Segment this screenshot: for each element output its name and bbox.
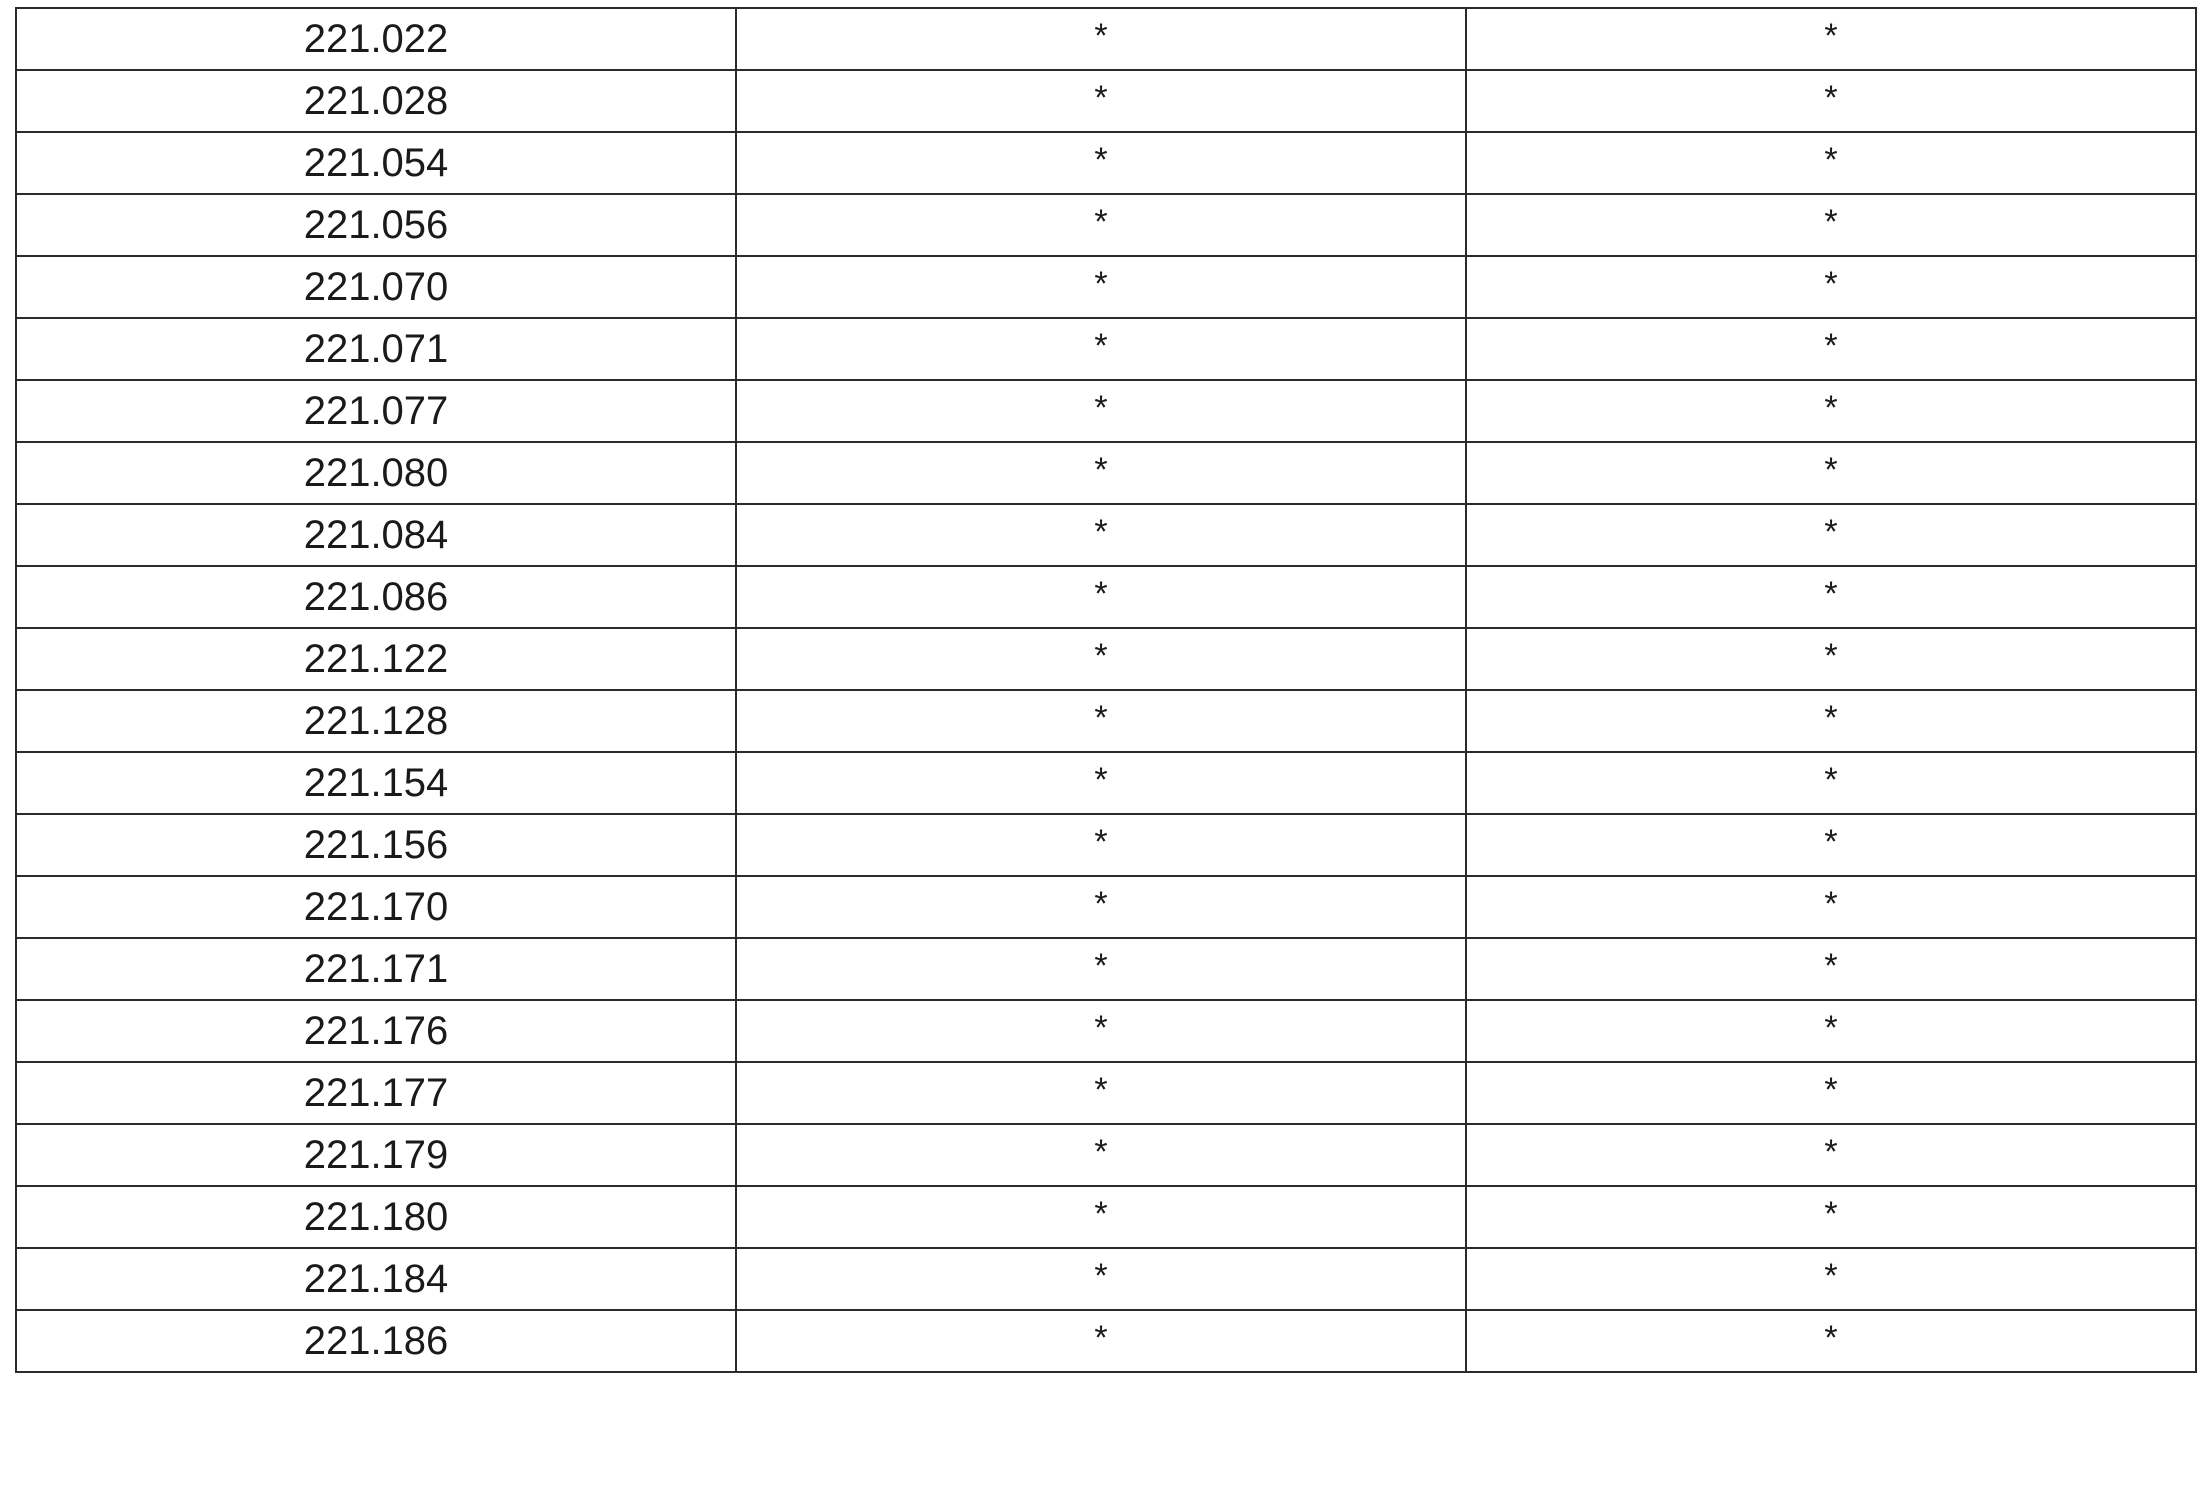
code-cell: 221.084: [16, 504, 736, 566]
asterisk-cell: *: [1466, 70, 2196, 132]
asterisk-cell: *: [736, 1000, 1466, 1062]
table-row: [16, 132, 2196, 194]
code-cell: 221.177: [16, 1062, 736, 1124]
asterisk-cell: *: [736, 690, 1466, 752]
asterisk-cell: *: [736, 504, 1466, 566]
code-cell: 221.170: [16, 876, 736, 938]
asterisk-cell: *: [736, 814, 1466, 876]
asterisk-cell: *: [736, 318, 1466, 380]
asterisk-cell: *: [1466, 690, 2196, 752]
asterisk-cell: *: [736, 256, 1466, 318]
asterisk-cell: *: [736, 70, 1466, 132]
code-cell: 221.077: [16, 380, 736, 442]
asterisk-cell: *: [1466, 504, 2196, 566]
asterisk-cell: *: [1466, 814, 2196, 876]
asterisk-cell: *: [736, 1310, 1466, 1372]
asterisk-cell: *: [736, 876, 1466, 938]
table-row: [16, 690, 2196, 752]
asterisk-cell: *: [1466, 194, 2196, 256]
asterisk-cell: *: [1466, 318, 2196, 380]
asterisk-cell: *: [1466, 132, 2196, 194]
asterisk-cell: *: [1466, 1248, 2196, 1310]
asterisk-cell: *: [736, 938, 1466, 1000]
asterisk-cell: *: [1466, 752, 2196, 814]
asterisk-cell: *: [736, 752, 1466, 814]
asterisk-cell: *: [736, 8, 1466, 70]
code-cell: 221.128: [16, 690, 736, 752]
asterisk-cell: *: [1466, 8, 2196, 70]
table-row: [16, 814, 2196, 876]
code-cell: 221.176: [16, 1000, 736, 1062]
asterisk-cell: *: [736, 194, 1466, 256]
asterisk-cell: *: [1466, 1310, 2196, 1372]
asterisk-cell: *: [1466, 442, 2196, 504]
asterisk-cell: *: [1466, 876, 2196, 938]
asterisk-cell: *: [1466, 1124, 2196, 1186]
code-cell: 221.179: [16, 1124, 736, 1186]
table-row: [16, 1310, 2196, 1372]
table-row: [16, 194, 2196, 256]
table-row: [16, 752, 2196, 814]
code-cell: 221.028: [16, 70, 736, 132]
table-row: [16, 442, 2196, 504]
code-cell: 221.086: [16, 566, 736, 628]
asterisk-cell: *: [736, 380, 1466, 442]
asterisk-cell: *: [1466, 256, 2196, 318]
table-row: [16, 318, 2196, 380]
asterisk-cell: *: [736, 1248, 1466, 1310]
table-row: [16, 1000, 2196, 1062]
code-cell: 221.156: [16, 814, 736, 876]
code-cell: 221.184: [16, 1248, 736, 1310]
asterisk-cell: *: [1466, 628, 2196, 690]
data-table: [15, 7, 2197, 1373]
table-row: [16, 1062, 2196, 1124]
asterisk-cell: *: [1466, 1000, 2196, 1062]
table-row: [16, 876, 2196, 938]
table-row: [16, 8, 2196, 70]
code-cell: 221.180: [16, 1186, 736, 1248]
table-row: [16, 1248, 2196, 1310]
asterisk-cell: *: [1466, 938, 2196, 1000]
asterisk-cell: *: [1466, 380, 2196, 442]
code-cell: 221.154: [16, 752, 736, 814]
code-cell: 221.070: [16, 256, 736, 318]
asterisk-cell: *: [736, 1186, 1466, 1248]
table-row: [16, 1186, 2196, 1248]
table-row: [16, 938, 2196, 1000]
code-cell: 221.122: [16, 628, 736, 690]
asterisk-cell: *: [736, 442, 1466, 504]
table-row: [16, 628, 2196, 690]
asterisk-cell: *: [736, 566, 1466, 628]
code-cell: 221.080: [16, 442, 736, 504]
asterisk-cell: *: [1466, 566, 2196, 628]
table-row: [16, 70, 2196, 132]
table-row: [16, 380, 2196, 442]
code-cell: 221.186: [16, 1310, 736, 1372]
table-row: [16, 256, 2196, 318]
code-cell: 221.022: [16, 8, 736, 70]
table-row: [16, 504, 2196, 566]
asterisk-cell: *: [736, 1124, 1466, 1186]
asterisk-cell: *: [1466, 1062, 2196, 1124]
asterisk-cell: *: [1466, 1186, 2196, 1248]
asterisk-cell: *: [736, 1062, 1466, 1124]
code-cell: 221.171: [16, 938, 736, 1000]
table-body: [16, 8, 2196, 1372]
code-cell: 221.054: [16, 132, 736, 194]
asterisk-cell: *: [736, 132, 1466, 194]
asterisk-cell: *: [736, 628, 1466, 690]
code-cell: 221.071: [16, 318, 736, 380]
table-row: [16, 1124, 2196, 1186]
code-cell: 221.056: [16, 194, 736, 256]
table-row: [16, 566, 2196, 628]
